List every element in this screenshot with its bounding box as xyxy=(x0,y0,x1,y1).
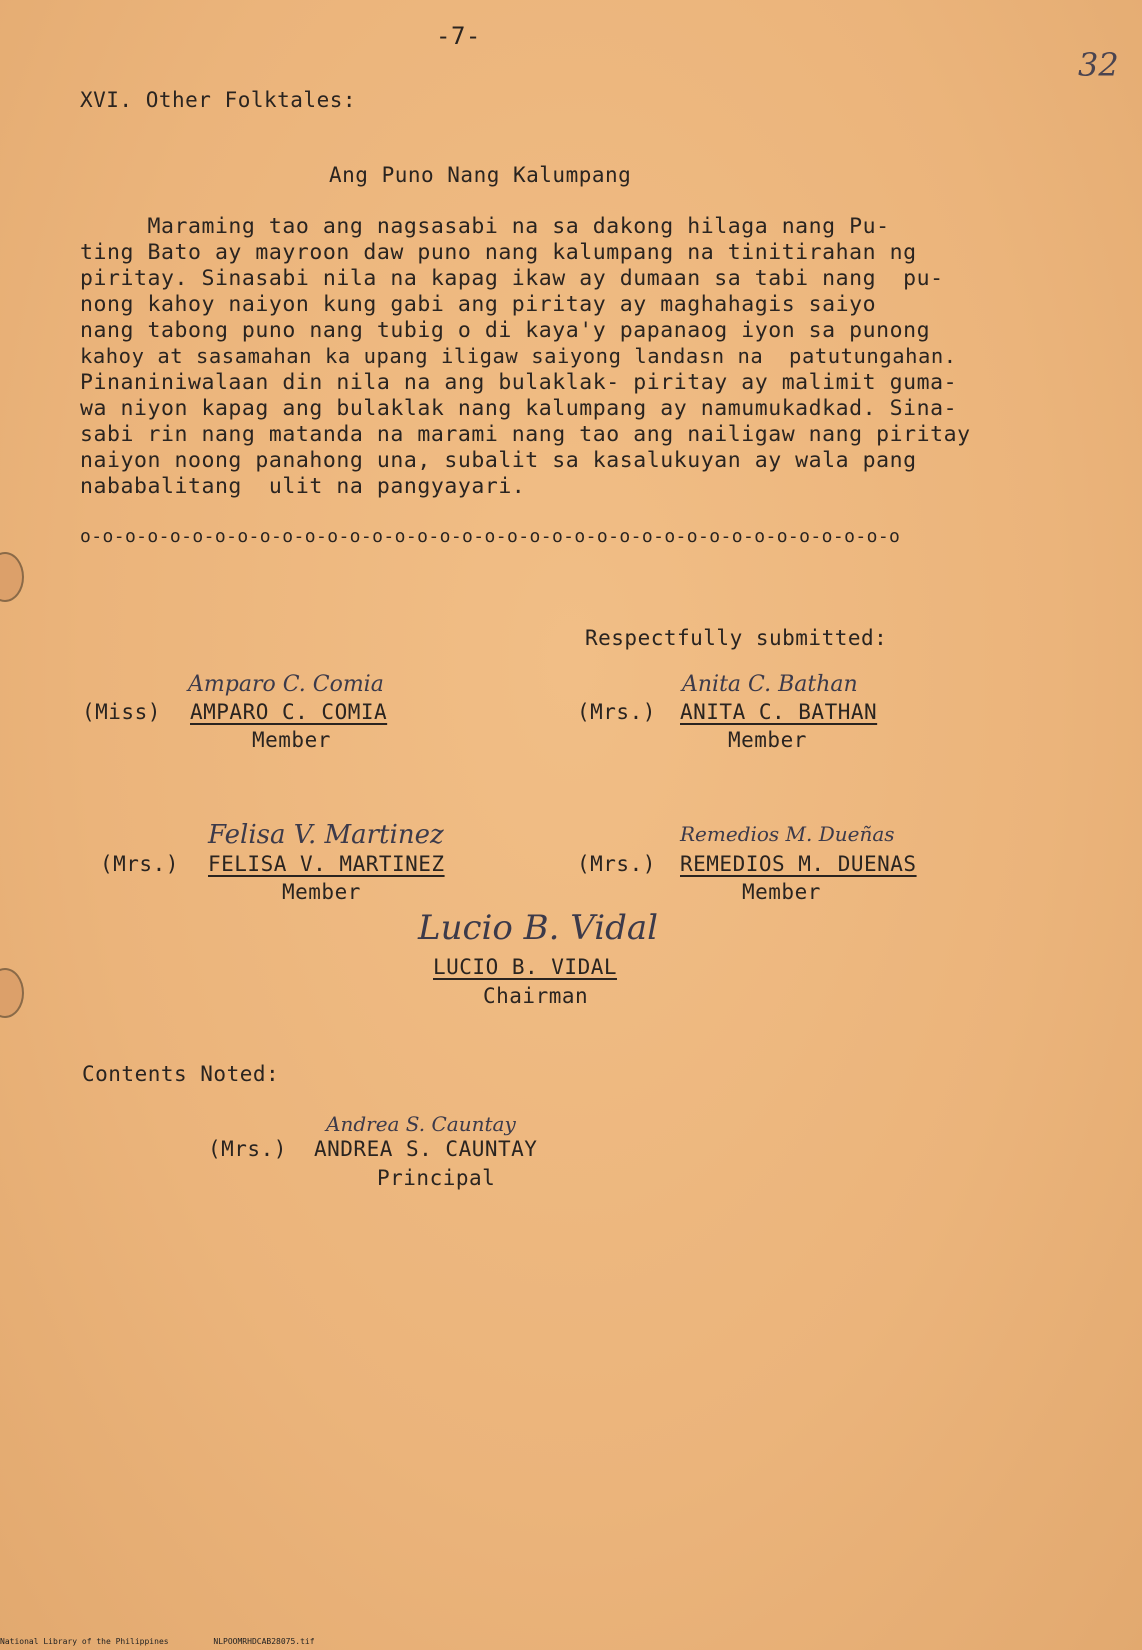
principal-name: ANDREA S. CAUNTAY xyxy=(314,1137,538,1161)
section-heading: XVI. Other Folktales: xyxy=(80,88,357,112)
signatory-prefix: (Mrs.) xyxy=(577,852,656,876)
corner-page-mark: 32 xyxy=(1078,46,1119,84)
signature-handwritten: Anita C. Bathan xyxy=(682,672,858,697)
principal-role: Principal xyxy=(377,1166,496,1190)
signatory-role: Member xyxy=(282,880,361,904)
signature-handwritten: Lucio B. Vidal xyxy=(418,908,659,948)
signatory-role: Member xyxy=(728,728,807,752)
signatory-prefix: (Mrs.) xyxy=(577,700,656,724)
signatory-name: REMEDIOS M. DUENAS xyxy=(680,852,917,876)
chairman-role: Chairman xyxy=(483,984,589,1008)
body-line: nababalitang ulit na pangyayari. xyxy=(80,474,526,499)
body-line: Pinaniniwalaan din nila na ang bulaklak- piritay ay malimit guma- xyxy=(80,370,958,395)
body-line: nong kahoy naiyon kung gabi ang piritay ay maghahagis saiyo xyxy=(80,292,877,317)
story-title: Ang Puno Nang Kalumpang xyxy=(329,163,632,187)
signatory-role: Member xyxy=(252,728,331,752)
body-line: Maraming tao ang nagsasabi na sa dakong hilaga nang Pu- xyxy=(80,214,890,239)
body-line: nang tabong puno nang tubig o di kaya'y papanaog iyon sa punong xyxy=(80,318,931,343)
body-line: ting Bato ay mayroon daw puno nang kalumpang na tinitirahan ng xyxy=(80,240,917,265)
footer-filename: NLPOOMRHDCAB28075.tif xyxy=(213,1637,315,1646)
signature-handwritten: Remedios M. Dueñas xyxy=(680,822,895,846)
body-line: kahoy at sasamahan ka upang iligaw saiyong landasn na patutungahan. xyxy=(80,344,957,368)
signatory-prefix: (Mrs.) xyxy=(100,852,179,876)
signature-handwritten: Felisa V. Martinez xyxy=(208,820,444,850)
body-line: wa niyon kapag ang bulaklak nang kalumpang ay namumukadkad. Sina- xyxy=(80,396,958,421)
signature-handwritten: Amparo C. Comia xyxy=(188,672,384,697)
scan-footer xyxy=(0,1637,315,1646)
body-line: naiyon noong panahong una, subalit sa kasalukuyan ay wala pang xyxy=(80,448,917,473)
signatory-name: ANITA C. BATHAN xyxy=(680,700,878,724)
divider-line: o-o-o-o-o-o-o-o-o-o-o-o-o-o-o-o-o-o-o-o-o-o-o-o-o-o-o-o-o-o-o-o-o-o-o-o-o xyxy=(80,526,901,547)
punch-hole xyxy=(0,552,24,602)
signatory-role: Member xyxy=(742,880,821,904)
body-line: sabi rin nang matanda na marami nang tao ang nailigaw nang piritay xyxy=(80,422,971,447)
contents-noted-label: Contents Noted: xyxy=(82,1062,280,1086)
body-line: piritay. Sinasabi nila na kapag ikaw ay dumaan sa tabi nang pu- xyxy=(80,266,944,291)
chairman-name: LUCIO B. VIDAL xyxy=(433,955,618,979)
signatory-name: FELISA V. MARTINEZ xyxy=(208,852,445,876)
footer-source: National Library of the Philippines xyxy=(0,1637,169,1646)
principal-prefix: (Mrs.) xyxy=(208,1137,287,1161)
signatory-name: AMPARO C. COMIA xyxy=(190,700,388,724)
punch-hole xyxy=(0,968,24,1018)
closing-text: Respectfully submitted: xyxy=(585,626,888,650)
signature-handwritten: Andrea S. Cauntay xyxy=(326,1112,516,1136)
page-number: -7- xyxy=(436,22,481,50)
signatory-prefix: (Miss) xyxy=(82,700,161,724)
